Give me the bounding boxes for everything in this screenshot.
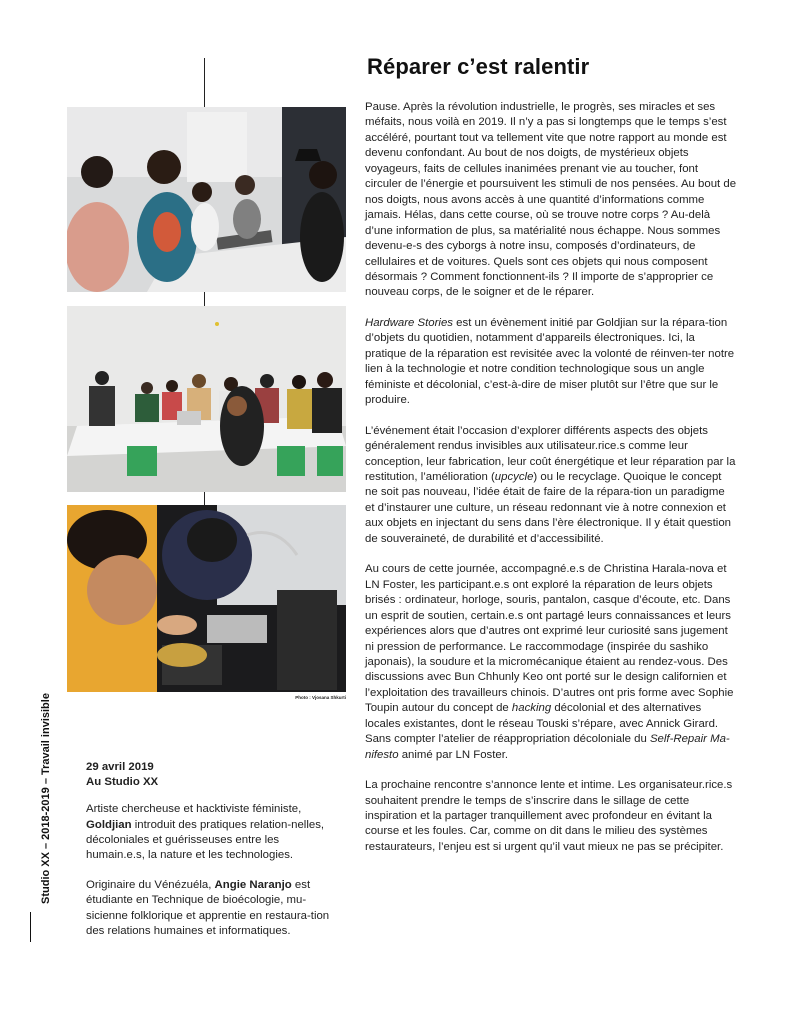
divider-line-mid2 [204, 490, 205, 506]
spine-label: Studio XX – 2018-2019 – Travail invisible [40, 693, 52, 904]
spine-divider [30, 912, 31, 942]
event-date: 29 avril 2019 [86, 761, 154, 773]
bio-angie-naranjo: Originaire du Vénézuéla, Angie Naranjo est étudiante en Technique de bioécologie, mu-sicienne folklorique et apprentie en restaura-tion des relations humaines et informatiques. [86, 879, 330, 937]
name-goldjian: Goldjian [86, 818, 132, 831]
photo-group-at-tables [67, 306, 346, 492]
name-angie-naranjo: Angie Naranjo [214, 879, 292, 892]
article-title: Réparer c’est ralentir [367, 54, 590, 79]
photo-credit: Photo : Vjosana Shkurti [295, 695, 346, 700]
paragraph-4: Au cours de cette journée, accompagné.e.s de Christina Harala-nova et LN Foster, les participant.e.s ont exploré la réparation de leurs objets brisés : ordinateur, horloge, souris, pantalon, casque d’écoute, etc. Dans un esprit de soutien, certain.e.s ont partagé leurs connaissances et leurs expériences alors que d’autres ont exprimé leur curiosité sans jugement ni pression de performance. Le raccommodage (inspirée du sashiko japonais), la soudure et la micromécanique étaient au rendez-vous. Des discussions avec Bun Chhunly Keo ont porté sur le design californien et l’exploitation des travailleurs chinois. D’autres ont pris forme avec Sophie Toupin autour du concept de hacking décolonial et des alternatives locales existantes, dont le réseau Touski s’répare, avec Annick Girard. Sans compter l’atelier de réappropriation décoloniale du Self-Repair Ma-nifesto animé par LN Foster. [365, 563, 734, 761]
sidebar-info [86, 760, 336, 954]
divider-line-top [204, 58, 205, 110]
paragraph-1: Pause. Après la révolution industrielle, le progrès, ses miracles et ses méfaits, nous voilà en 2019. Il n’y a pas si longtemps que le temps s’est accéléré, pourtant tout va tellement vite que notre rapport au monde est devenu confondant. Au bout de nos doigts, de mystérieux objets voyageurs, faits de cellules inanimées prenant vie au toucher, font circuler de l’énergie et poursuivent les stimuli de nos pensées. Au bout de nos doigts, nous avons accès à une quantité d’informations comme jamais. Hélas, dans cette course, où se trouve notre corps ? Au-delà d’une information de plus, sa matérialité nous échappe. Nous sommes devenu-e-s des cyborgs à notre insu, composés d’ordinateurs, de cellulaires et de voitures. Quels sont ces objets qui nous composent désormais ? Comment fonctionnent-ils ? Il importe de s’approprier ce nouveau corps, de le soigner et de le réparer. [365, 101, 737, 299]
paragraph-3: L’événement était l’occasion d’explorer différents aspects des objets généralement rendus invisibles aux utilisateur.rice.s comme leur conception, leur fabrication, leur coût énergétique et leur réparation par la restitution, l’amélioration (upcycle) ou le recyclage. Quoique le concept ne soit pas nouveau, l’idée était de faire de la répara-tion un paradigme et d’instaurer une culture, un réseau redonnant vie à notre connexion et aux objets en injectant du sens dans l’ère électronique. Il y était question de souveraineté, de durabilité et d’accessibilité. [365, 424, 736, 545]
event-venue: Au Studio XX [86, 776, 159, 789]
photo-soldering [67, 505, 346, 692]
paragraph-5: La prochaine rencontre s’annonce lente et intime. Les organisateur.rice.s souhaitent prendre le temps de s’inscrire dans le sillage de cette inspiration et la partager tranquillement avec profondeur en évitant la course et les foules. Car, comme on dit dans le milieu des systèmes restaurateurs, l’enjeu est si urgent qu’il vaut mieux ne pas se précipiter. [365, 779, 733, 853]
article-body [365, 100, 737, 870]
divider-line-mid [204, 290, 205, 306]
paragraph-2: Hardware Stories est un évènement initié par Goldjian sur la répara-tion d’objets du quotidien, notamment d’appareils électroniques. Ici, la pratique de la réparation est revisitée avec la volonté de réinven-ter notre lien à la technologie et notre condition technologique sous un angle féministe et décolonial, c’est-à-dire de miser plutôt sur l’être que sur le produire. [365, 316, 735, 407]
bio-goldjian: Artiste chercheuse et hacktiviste féministe, Goldjian introduit des pratiques relation-nelles, décoloniales et guérisseuses entre les humain.e.s, la nature et les technologies. [86, 803, 325, 862]
photo-workshop-discussion [67, 107, 346, 292]
